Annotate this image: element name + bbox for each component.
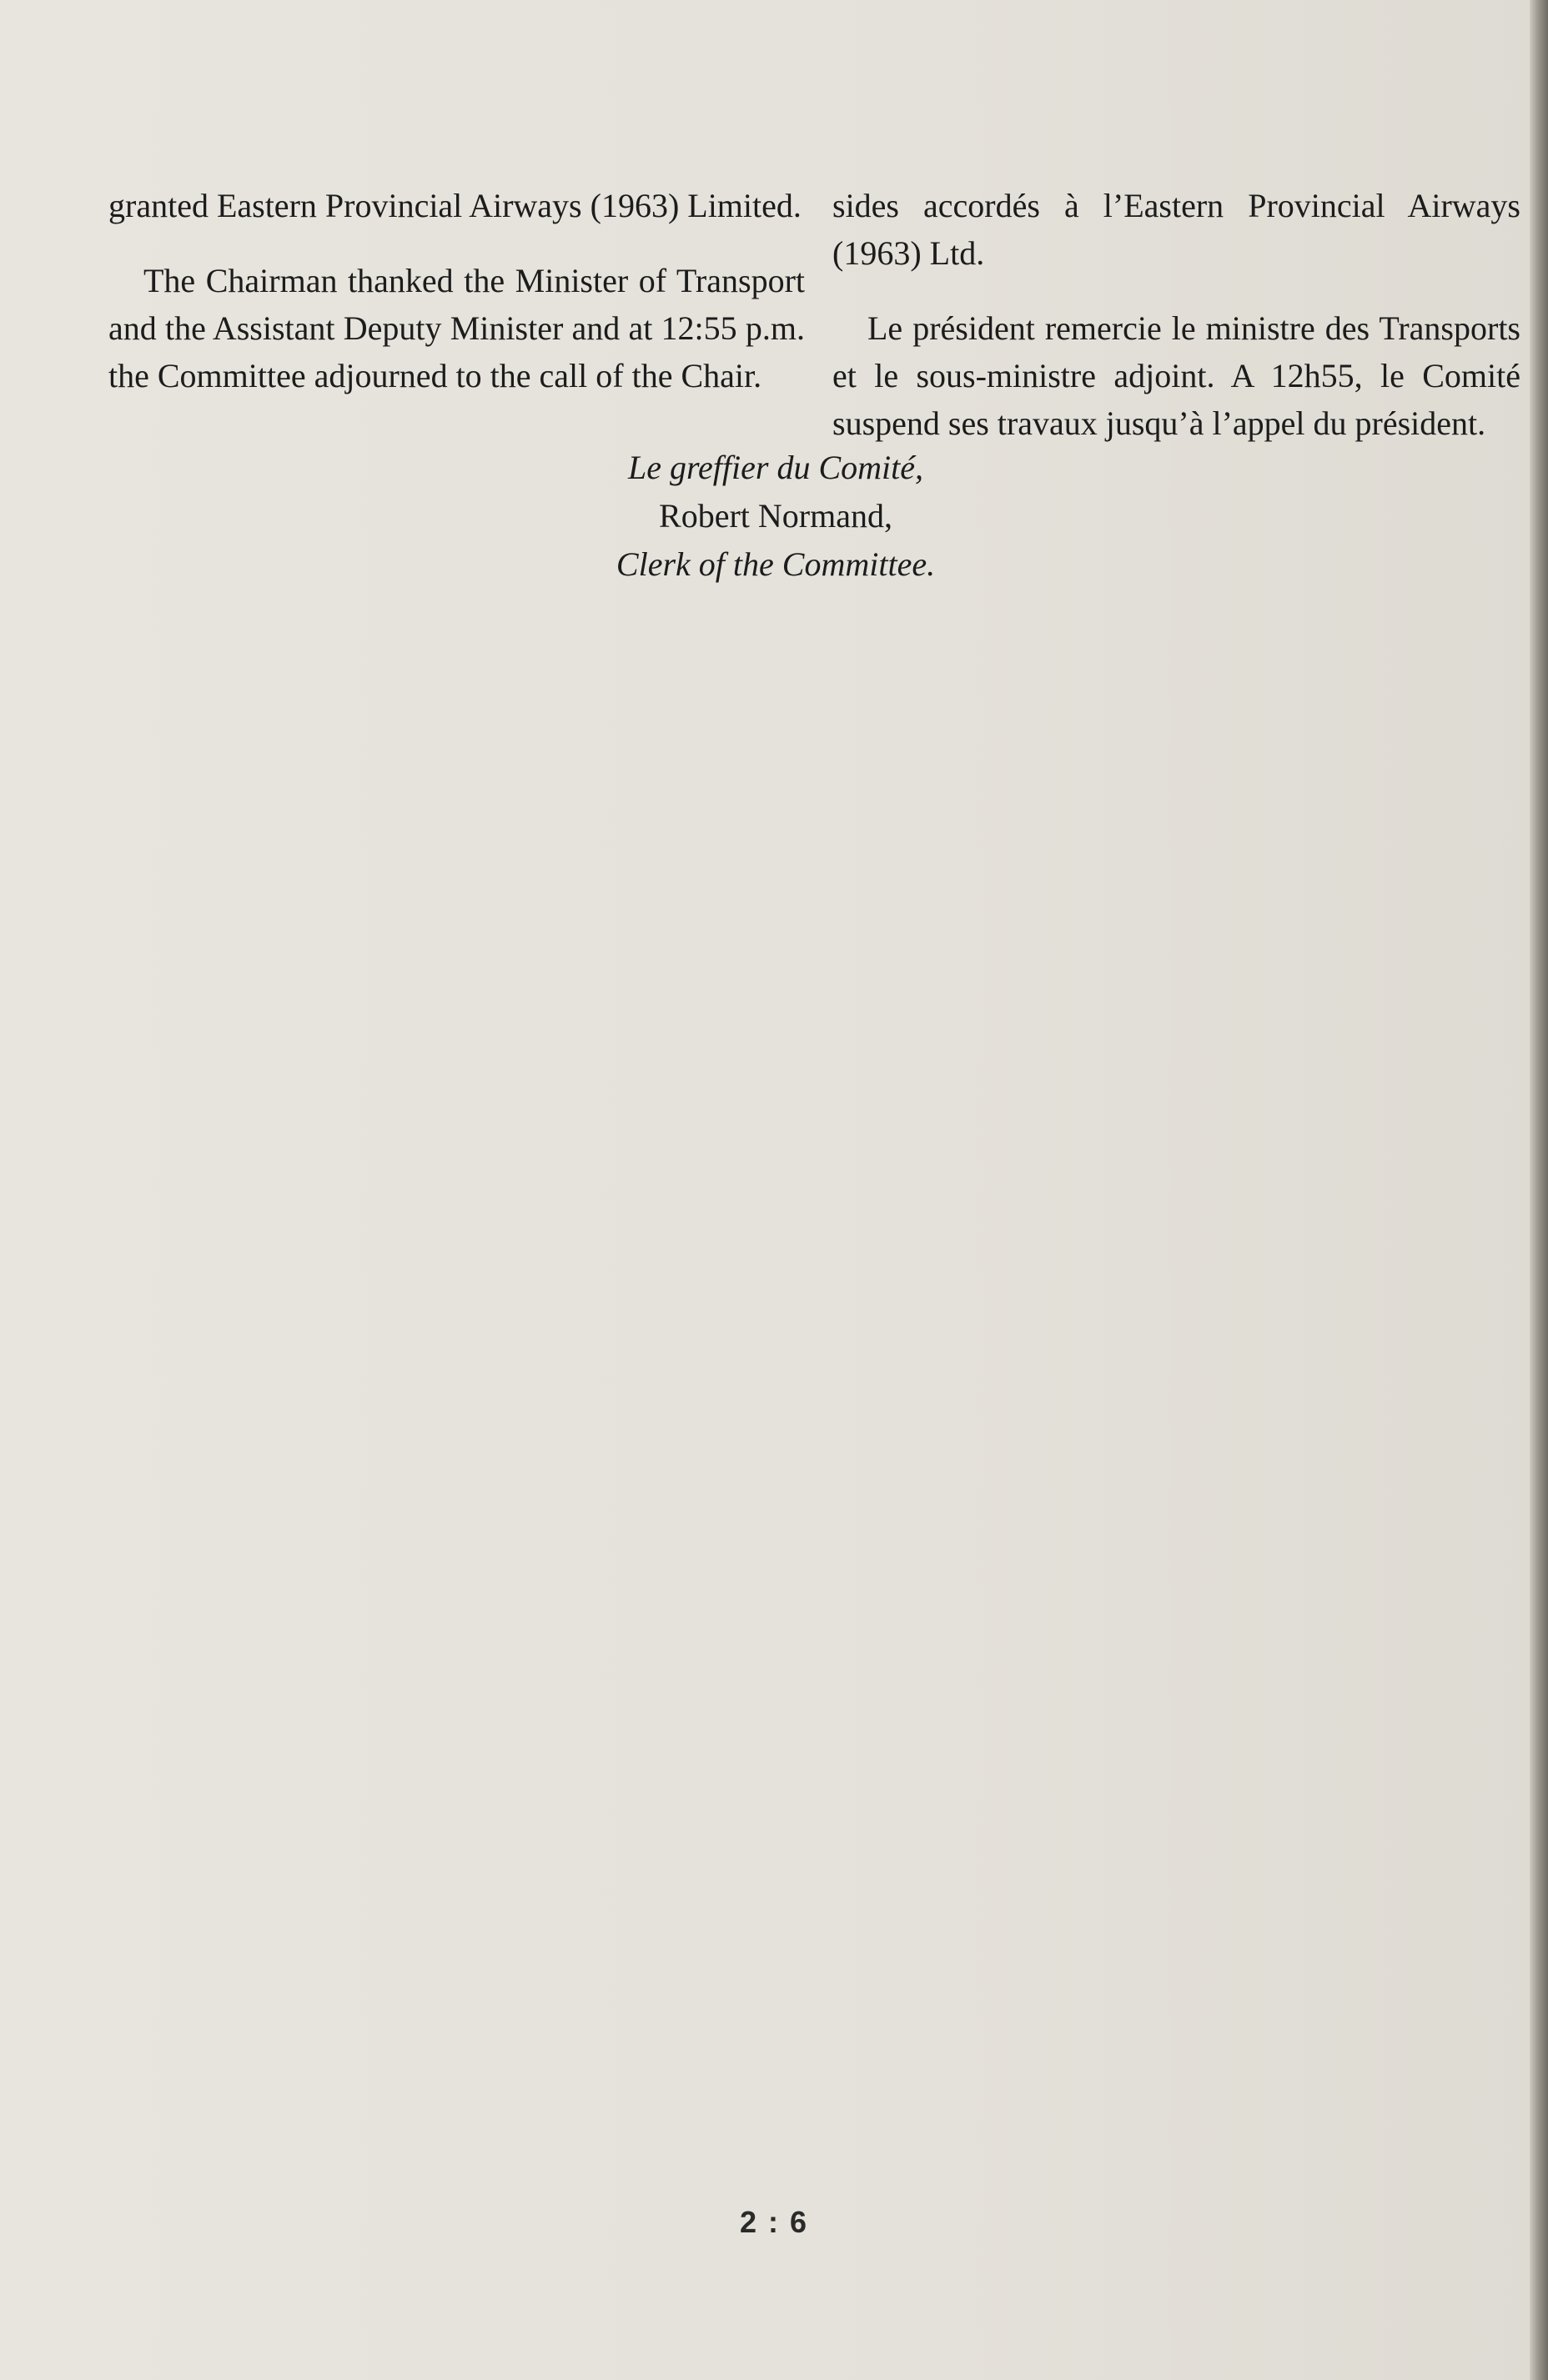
english-column <box>108 182 805 427</box>
page-binding-edge <box>1530 0 1548 2380</box>
english-paragraph-adjournment: The Chairman thanked the Minister of Transport and the Assistant Deputy Minister and at 12:55 p.m. the Committee adjourned to the call of the Chair. <box>108 262 805 394</box>
clerk-signature-block <box>500 444 1051 589</box>
french-column <box>832 182 1520 474</box>
french-paragraph-adjournment: Le président remercie le ministre des Transports et le sous-ministre adjoint. A 12h55, le Comité suspend ses travaux jusqu’à l’appel du président. <box>832 309 1520 442</box>
signature-clerk-name: Robert Normand, <box>659 497 892 535</box>
signature-title-english: Clerk of the Committee. <box>616 545 936 583</box>
signature-title-french: Le greffier du Comité, <box>627 449 924 486</box>
page-number: 2 : 6 <box>739 2205 809 2239</box>
french-paragraph-continuation: sides accordés à l’Eastern Provincial Airways (1963) Ltd. <box>832 187 1520 272</box>
english-paragraph-continuation: granted Eastern Provincial Airways (1963) Limited. <box>108 187 802 224</box>
